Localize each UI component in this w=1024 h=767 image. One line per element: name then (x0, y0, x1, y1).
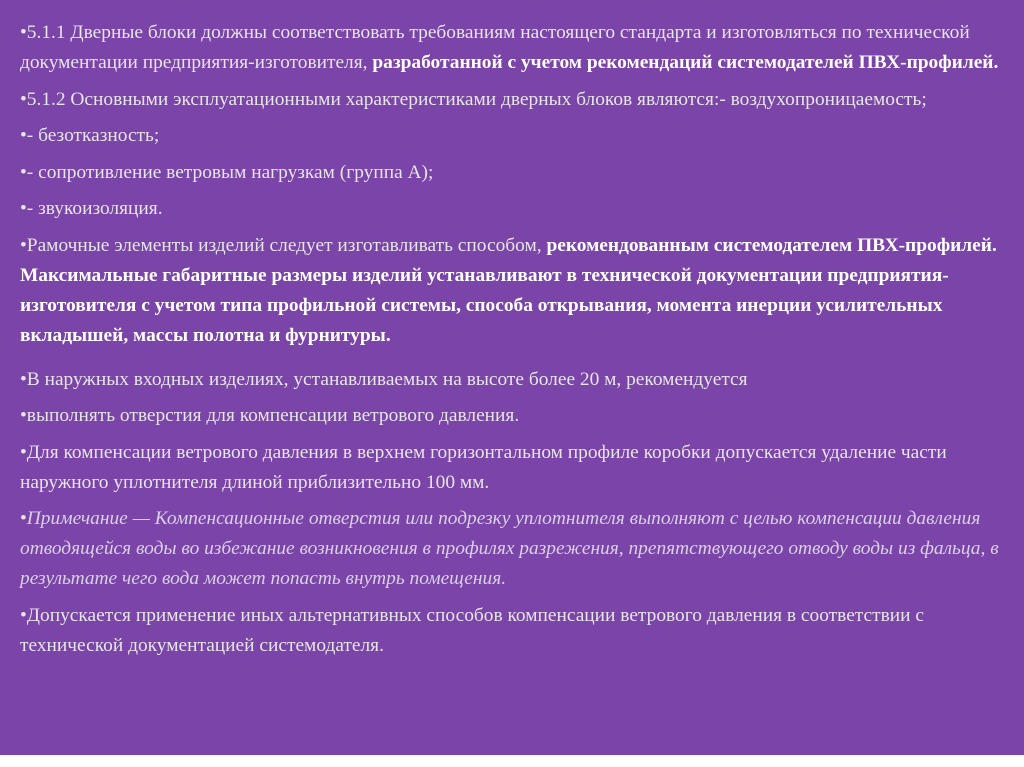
paragraph-text: •Допускается применение иных альтернативных способов компенсации ветрового давления в соответствии с технической документацией системодателя. (20, 604, 924, 656)
paragraph-text: •5.1.2 Основными эксплуатационными характеристиками дверных блоков являются:- воздухопроницаемость; (20, 88, 927, 110)
paragraph-text: •- сопротивление ветровым нагрузкам (группа А); (20, 161, 434, 183)
slide-text-body (20, 18, 1012, 667)
paragraph-bullet: • (20, 508, 27, 529)
note-italic-text: Примечание — Компенсационные отверстия или подрезку уплотнителя выполняют с целью компенсации давления отводящейся воды во избежание возникновения в профилях разрежения, препятствующего отводу воды из фальца, в результате чего вода может попасть внутрь помещения. (20, 508, 999, 589)
paragraph-bold-text: рекомендованным системодателем ПВХ-профилей. Максимальные габаритные размеры изделий устанавливают в технической документации предприятия-изготовителя с учетом типа профильной системы, способа открывания, момента инерции усилительных вкладышей, массы полотна и фурнитуры. (20, 234, 997, 346)
paragraph-compensation-holes (20, 401, 1012, 431)
paragraph-text: •В наружных входных изделиях, устанавливаемых на высоте более 20 м, рекомендуется (20, 368, 748, 390)
paragraph-text: •выполнять отверстия для компенсации ветрового давления. (20, 405, 520, 426)
paragraph-note (20, 504, 1012, 594)
paragraph-text: •- звукоизоляция. (20, 198, 163, 219)
list-item-sound-insulation (20, 194, 1012, 224)
paragraph-exterior-products (20, 365, 1012, 395)
paragraph-bold-text: разработанной с учетом рекомендаций системодателей ПВХ-профилей. (372, 52, 999, 73)
list-item-wind-resistance (20, 158, 1012, 188)
paragraph-5-1-1 (20, 18, 1012, 78)
paragraph-5-1-2 (20, 85, 1012, 115)
paragraph-frame-elements (20, 231, 1012, 351)
bottom-white-band (0, 755, 1024, 767)
list-item-reliability (20, 121, 1012, 151)
paragraph-text: •Рамочные элементы изделий следует изготавливать способом, (20, 234, 547, 256)
paragraph-seal-removal (20, 438, 1012, 498)
paragraph-alternative-methods (20, 601, 1012, 661)
paragraph-text: •5.1.1 Дверные блоки должны соответствовать требованиям настоящего стандарта и изготовляться по технической документации предприятия-изготовителя, (20, 22, 970, 73)
paragraph-text: •Для компенсации ветрового давления в верхнем горизонтальном профиле коробки допускается удаление части наружного уплотнителя длиной приблизительно 100 мм. (20, 441, 947, 493)
paragraph-text: •- безотказность; (20, 125, 160, 146)
